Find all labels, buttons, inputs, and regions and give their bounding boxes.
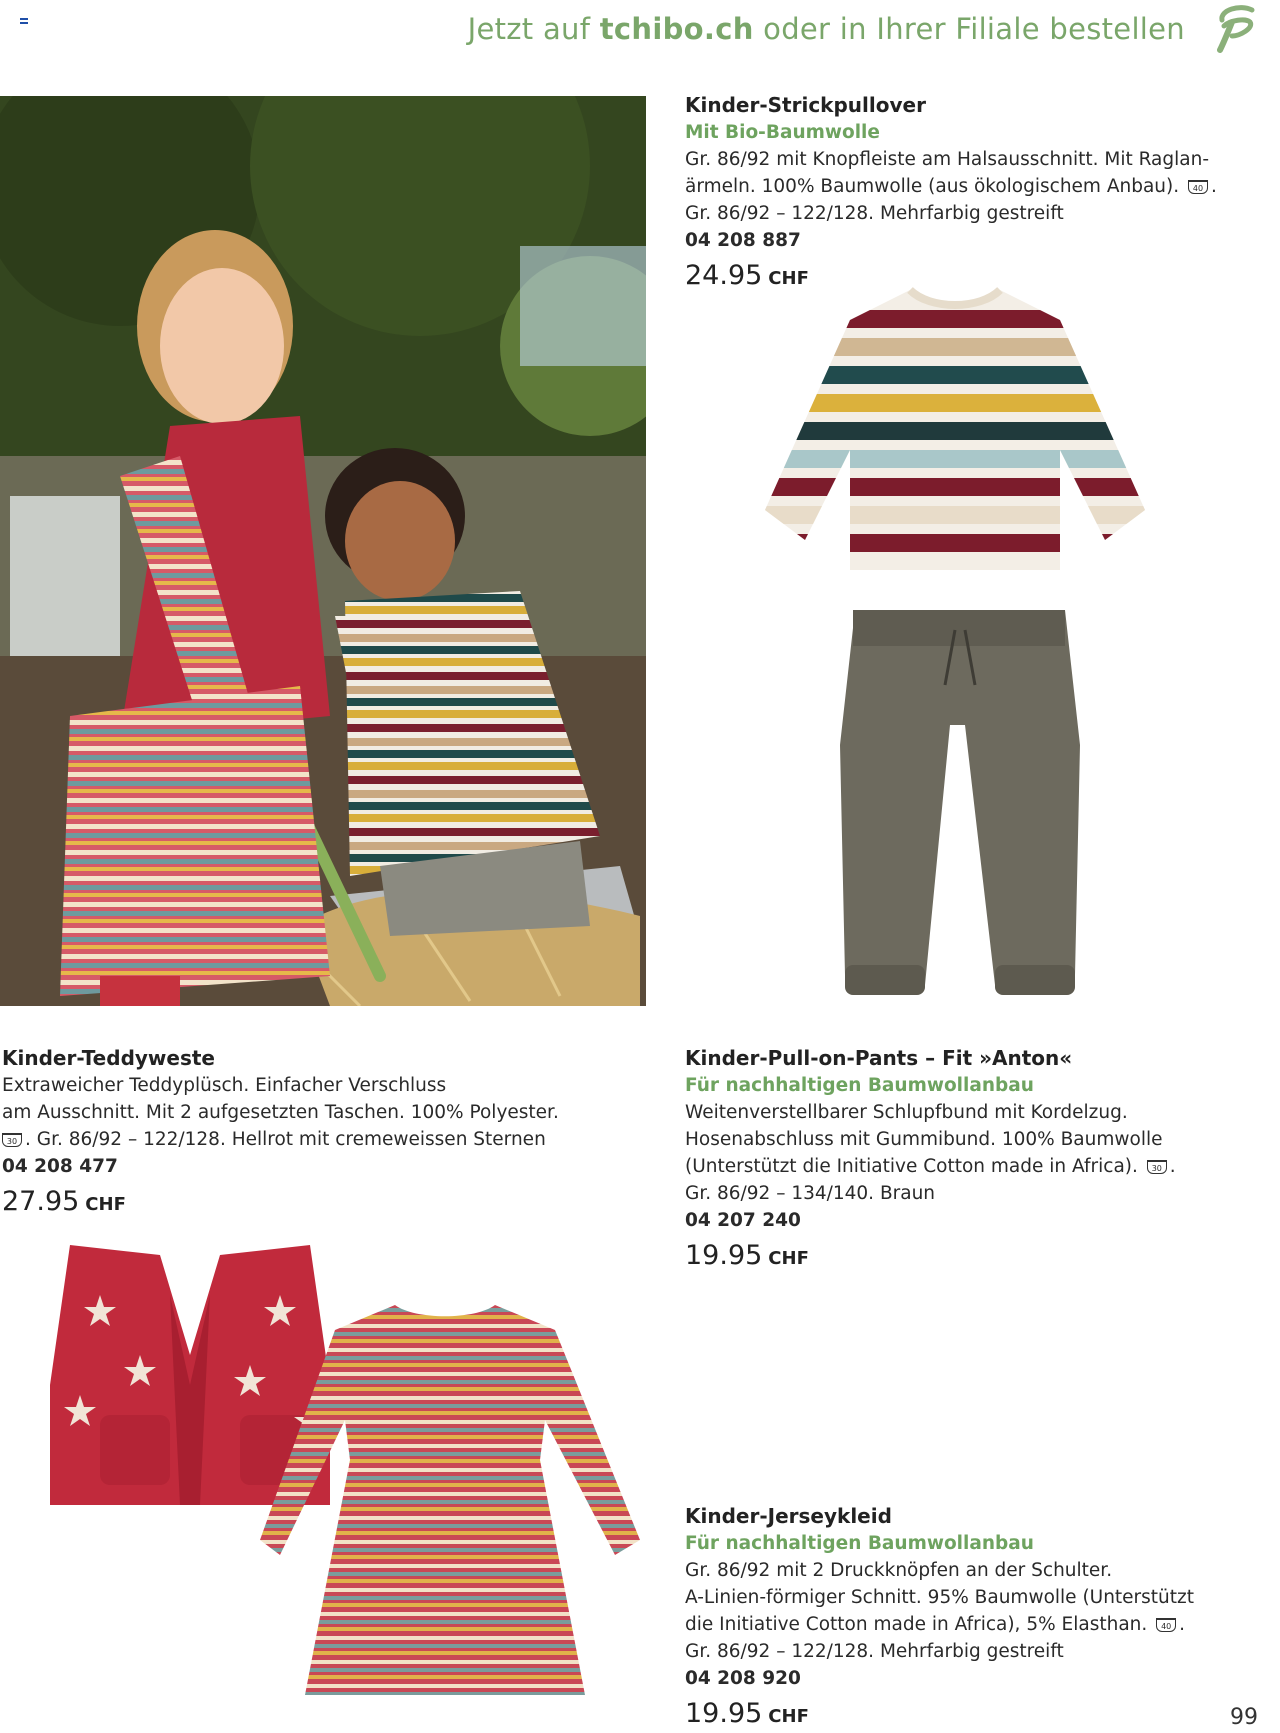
pants-price <box>685 1240 1245 1275</box>
dress-price-value: 19.95 <box>685 1698 763 1729</box>
wash-symbol-icon: 30 <box>1147 1160 1167 1174</box>
header-prefix: Jetzt auf <box>467 12 600 46</box>
dress-product-image <box>255 1300 650 1700</box>
pants-price-value: 19.95 <box>685 1240 763 1271</box>
tchibo-logo-icon <box>1210 2 1258 54</box>
vest-line3: . Gr. 86/92 – 122/128. Hellrot mit cremeweissen Sternen <box>25 1129 546 1150</box>
wash-symbol-icon: 40 <box>1156 1618 1176 1632</box>
dress-line4: Gr. 86/92 – 122/128. Mehrfarbig gestreift <box>685 1641 1064 1662</box>
pants-line3-row: (Unterstützt die Initiative Cotton made in Africa). 30 . <box>685 1156 1176 1177</box>
sweater-article-number: 04 208 887 <box>685 230 801 251</box>
pants-line3: (Unterstützt die Initiative Cotton made in Africa). <box>685 1156 1138 1177</box>
header-banner[interactable] <box>468 12 1185 46</box>
dress-subtitle: Für nachhaltigen Baumwollanbau <box>685 1533 1034 1554</box>
pants-price-currency: CHF <box>768 1248 809 1269</box>
vest-price <box>2 1186 642 1221</box>
dress-title[interactable]: Kinder-Jerseykleid <box>685 1504 892 1528</box>
vest-line2: am Ausschnitt. Mit 2 aufgesetzten Taschen. 100% Polyester. <box>2 1102 559 1123</box>
dress-line1: Gr. 86/92 mit 2 Druckknöpfen an der Schulter. <box>685 1560 1113 1581</box>
sweater-subtitle: Mit Bio-Baumwolle <box>685 122 880 143</box>
sweater-title[interactable]: Kinder-Strickpullover <box>685 93 926 117</box>
dress-article-number: 04 208 920 <box>685 1668 801 1689</box>
dress-line3-row: die Initiative Cotton made in Africa), 5% Elasthan. 40 . <box>685 1614 1186 1635</box>
dress-line2: A-Linien-förmiger Schnitt. 95% Baumwolle (Unterstützt <box>685 1587 1195 1608</box>
menu-icon[interactable] <box>20 18 28 26</box>
sweater-price <box>685 260 1245 295</box>
dress-line3: die Initiative Cotton made in Africa), 5% Elasthan. <box>685 1614 1148 1635</box>
pants-line2: Hosenabschluss mit Gummibund. 100% Baumwolle <box>685 1129 1163 1150</box>
header-suffix: oder in Ihrer Filiale bestellen <box>753 12 1185 46</box>
sweater-line3: Gr. 86/92 – 122/128. Mehrfarbig gestreift <box>685 203 1064 224</box>
dress-price <box>685 1698 1245 1733</box>
pants-description <box>685 1045 1245 1275</box>
dress-description <box>685 1503 1245 1733</box>
pants-article-number: 04 207 240 <box>685 1210 801 1231</box>
sweater-price-value: 24.95 <box>685 260 763 291</box>
sweater-line2-row: ärmeln. 100% Baumwolle (aus ökologischem Anbau). 40 . <box>685 176 1217 197</box>
sweater-description <box>685 92 1245 295</box>
header-site-link[interactable]: tchibo.ch <box>599 12 754 46</box>
sweater-line2: ärmeln. 100% Baumwolle (aus ökologischem Anbau). <box>685 176 1180 197</box>
sweater-price-currency: CHF <box>768 268 809 289</box>
sweater-line1: Gr. 86/92 mit Knopfleiste am Halsausschnitt. Mit Raglan- <box>685 149 1210 170</box>
vest-line1: Extraweicher Teddyplüsch. Einfacher Verschluss <box>2 1075 447 1096</box>
dress-price-currency: CHF <box>768 1706 809 1727</box>
wash-symbol-icon: 30 <box>2 1133 22 1147</box>
pants-title[interactable]: Kinder-Pull-on-Pants – Fit »Anton« <box>685 1046 1073 1070</box>
pants-line1: Weitenverstellbarer Schlupfbund mit Kordelzug. <box>685 1102 1128 1123</box>
page-number: 99 <box>1230 1705 1258 1730</box>
pants-product-image <box>835 605 1085 1010</box>
vest-description <box>2 1045 642 1221</box>
vest-article-number: 04 208 477 <box>2 1156 118 1177</box>
vest-price-value: 27.95 <box>2 1186 80 1217</box>
lifestyle-photo <box>0 96 646 1006</box>
vest-line3-row <box>2 1126 642 1153</box>
sweater-product-image <box>760 280 1150 580</box>
vest-price-currency: CHF <box>85 1194 126 1215</box>
pants-subtitle: Für nachhaltigen Baumwollanbau <box>685 1075 1034 1096</box>
vest-title[interactable]: Kinder-Teddyweste <box>2 1046 215 1070</box>
wash-symbol-icon: 40 <box>1188 180 1208 194</box>
pants-line4: Gr. 86/92 – 134/140. Braun <box>685 1183 936 1204</box>
